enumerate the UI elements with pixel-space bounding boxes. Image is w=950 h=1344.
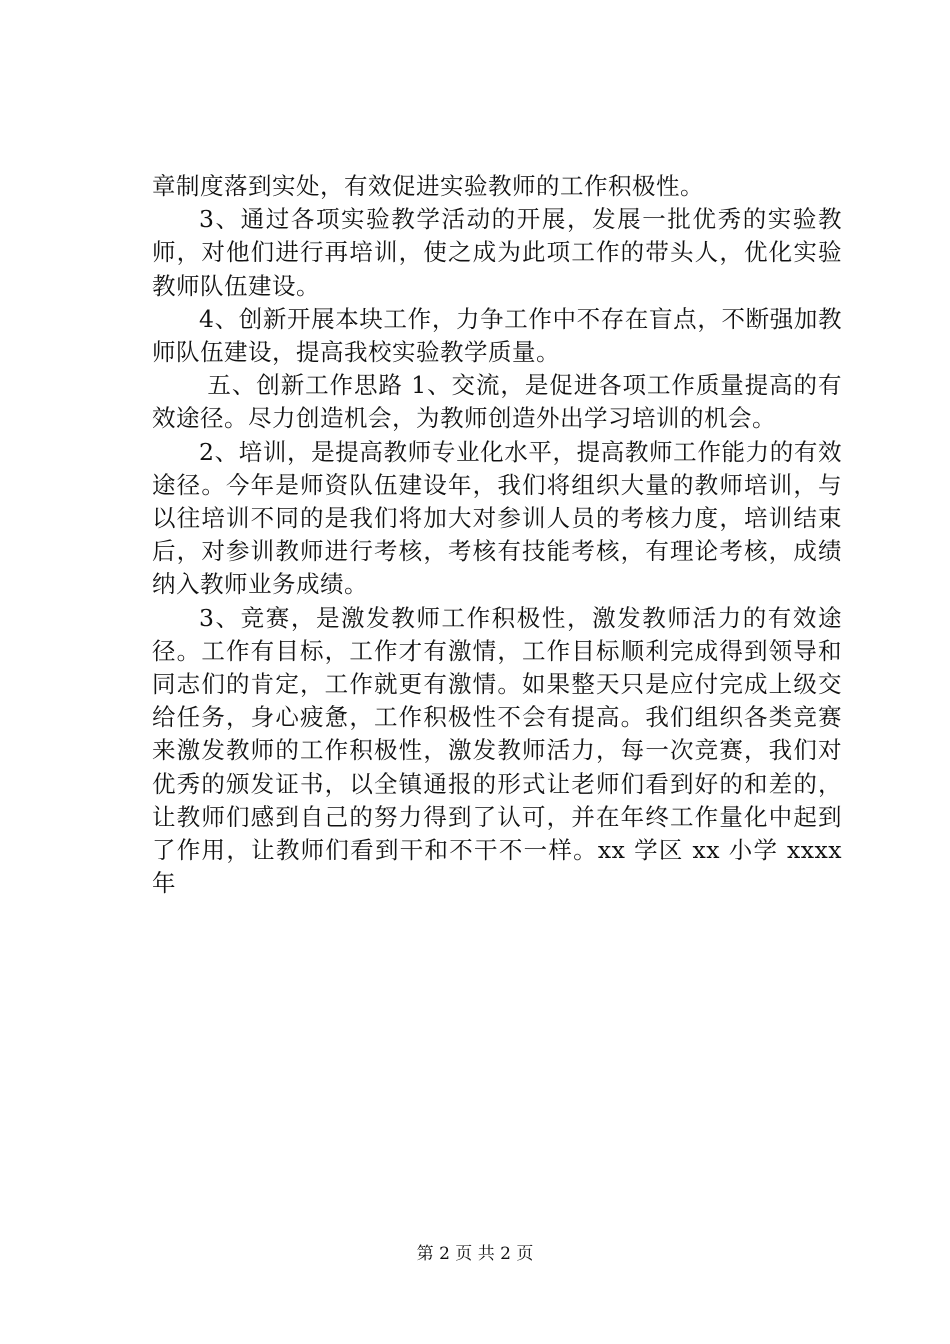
paragraph-item-4: 4、创新开展本块工作，力争工作中不存在盲点，不断强加教师队伍建设，提高我校实验教学质量。 bbox=[152, 304, 842, 367]
page-number-footer: 第 2 页 共 2 页 bbox=[416, 1244, 534, 1264]
document-body bbox=[152, 170, 850, 900]
paragraph-continuation: 章制度落到实处，有效促进实验教师的工作积极性。 bbox=[152, 172, 704, 200]
paragraph-item-3: 3、通过各项实验教学活动的开展，发展一批优秀的实验教师，对他们进行再培训，使之成为此项工作的带头人，优化实验教师队伍建设。 bbox=[152, 205, 842, 300]
paragraph-section-5: 五、创新工作思路 1、交流，是促进各项工作质量提高的有效途径。尽力创造机会，为教师创造外出学习培训的机会。 bbox=[152, 371, 842, 433]
paragraph-competition: 3、竞赛，是激发教师工作积极性，激发教师活力的有效途径。工作有目标，工作才有激情，工作目标顺利完成得到领导和同志们的肯定，工作就更有激情。如果整天只是应付完成上级交给任务，身心疲惫，工作积极性不会有提高。我们组织各类竞赛来激发教师的工作积极性，激发教师活力，每一次竞赛，我们对优秀的颁发证书，以全镇通报的形式让老师们看到好的和差的，让教师们感到自己的努力得到了认可，并在年终工作量化中起到了作用，让教师们看到干和不干不一样。xx 学区 xx 小学 xxxx 年 bbox=[152, 603, 850, 898]
paragraph-training: 2、培训，是提高教师专业化水平，提高教师工作能力的有效途径。今年是师资队伍建设年，我们将组织大量的教师培训，与以往培训不同的是我们将加大对参训人员的考核力度，培训结束后，对参训教师进行考核，考核有技能考核，有理论考核，成绩纳入教师业务成绩。 bbox=[152, 437, 842, 599]
